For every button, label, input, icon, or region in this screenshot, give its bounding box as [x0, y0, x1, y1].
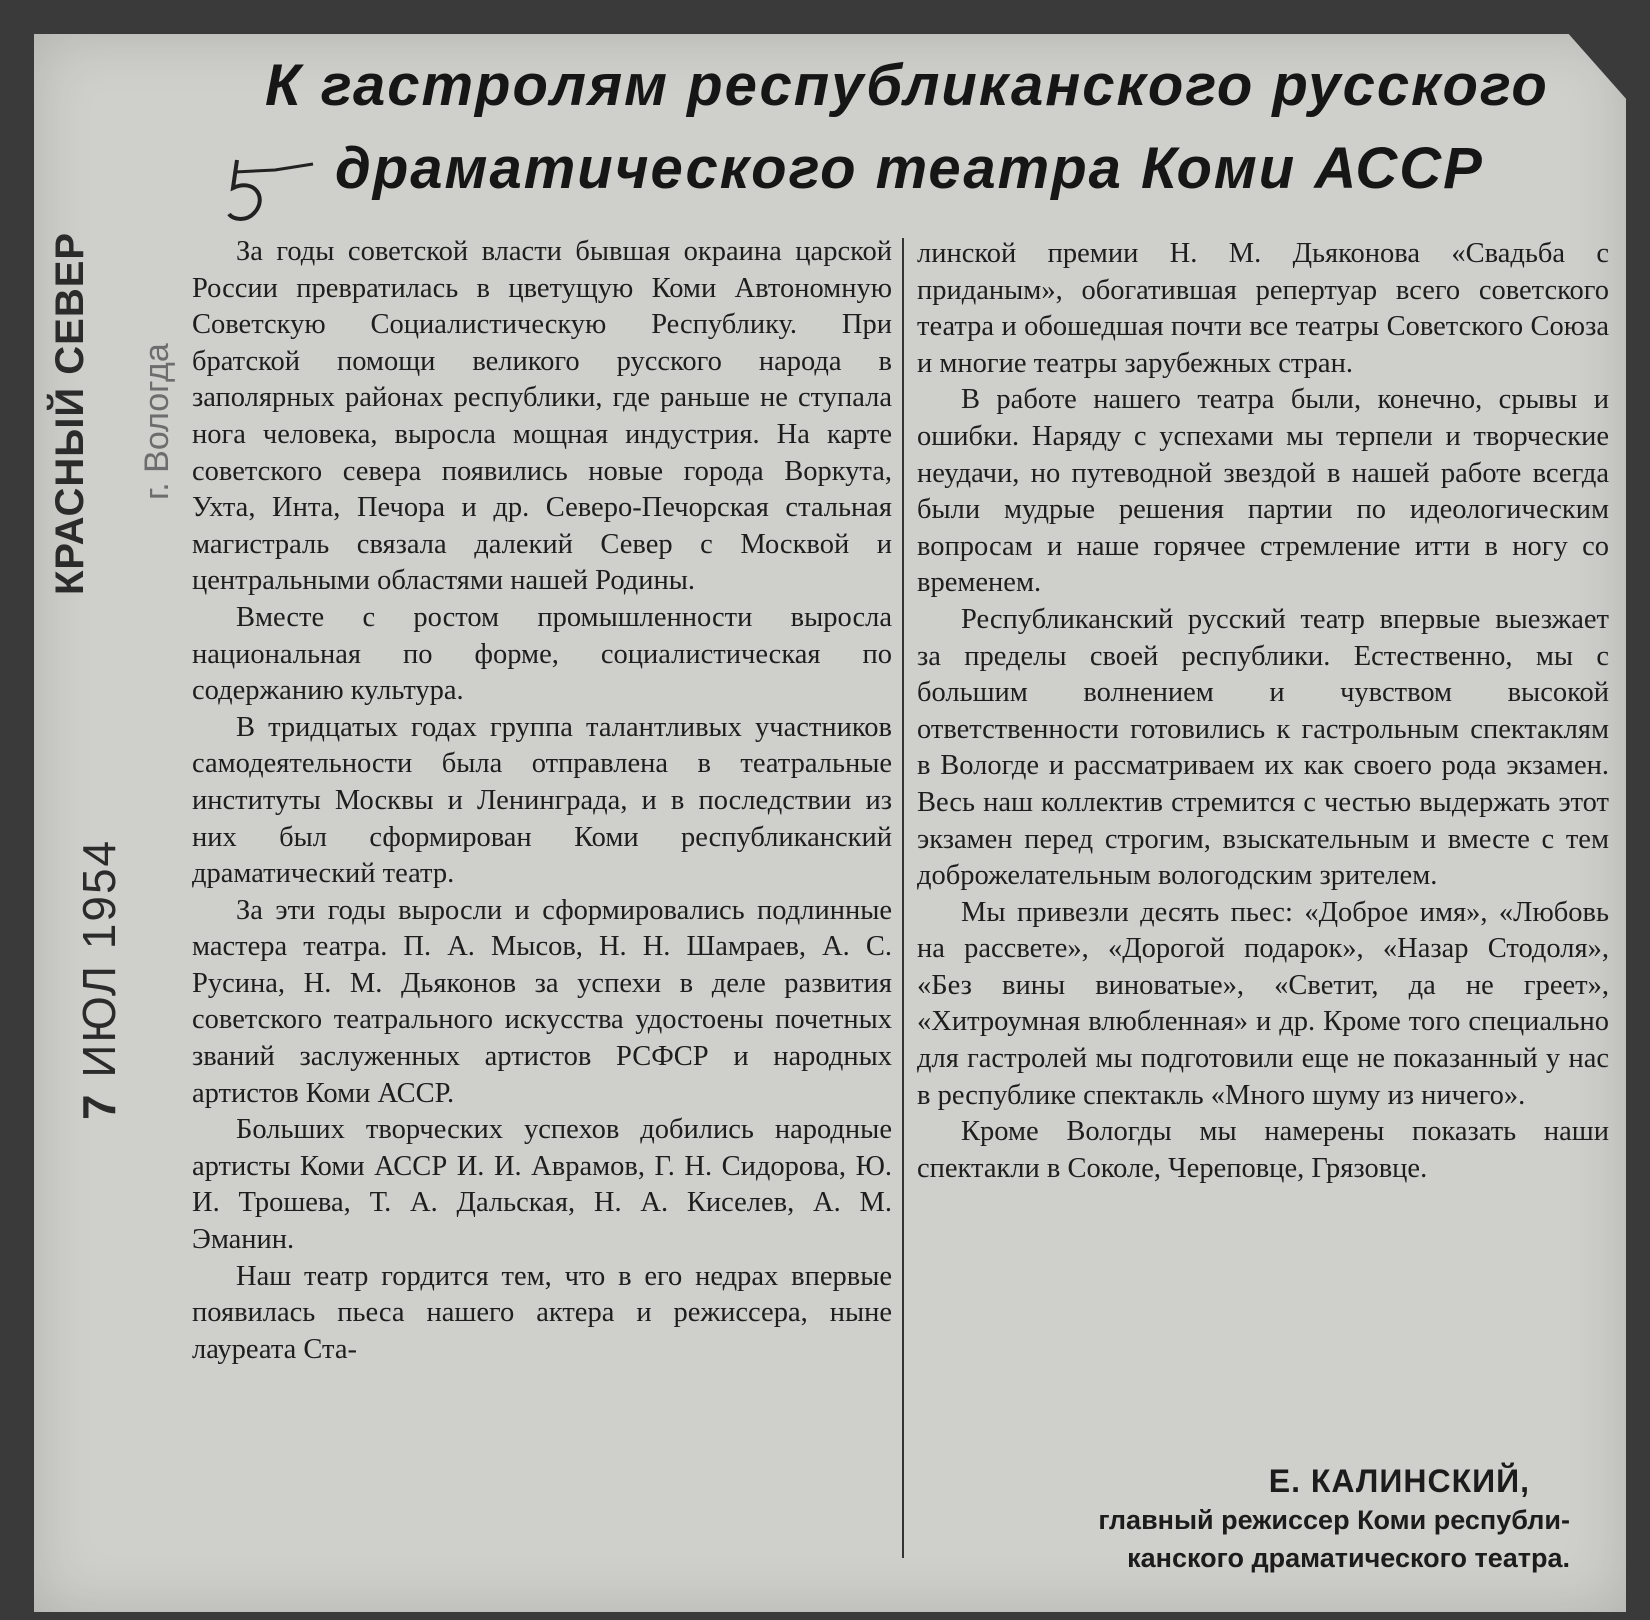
- headline-line-1: К гастролям республиканского русского: [265, 53, 1549, 118]
- paragraph: Кроме Вологды мы намерены показать наши спектакли в Соколе, Череповце, Грязовце.: [917, 1116, 1609, 1184]
- author-role-line-1: главный режиссер Коми республи-: [1098, 1505, 1570, 1535]
- author-role-line-2: канского драматического театра.: [1127, 1543, 1570, 1573]
- paragraph: Республиканский русский театр впервые выезжает за пределы своей республики. Естественно, мы с большим волнением и чувством высокой ответственности готовились к гастрольным спектаклям в Вологде и рассматриваем их как своего рода экзамен. Весь наш коллектив стремится с честью выдержать этот экзамен перед строгим, взыскательным и вместе с тем доброжелательным вологодским зрителем.: [917, 603, 1609, 892]
- paragraph-continuation: линской премии Н. М. Дьяконова «Свадьба с приданым», обогатившая репертуар всего советского театра и обошедшая почти все театры Советского Союза и многие театры зарубежных стран.: [917, 238, 1609, 379]
- stamp-month: ИЮЛ: [73, 963, 125, 1078]
- article-right-column: [917, 236, 1609, 1187]
- stamp-city: г. Вологда: [138, 343, 176, 500]
- author-name: Е. КАЛИНСКИЙ,: [1268, 1463, 1530, 1499]
- stamp-year: 1954: [73, 838, 125, 950]
- stamp-day: 7: [73, 1092, 125, 1120]
- signature-block: [1098, 1463, 1570, 1576]
- paragraph: В тридцатых годах группа талантливых участников самодеятельности была отправлена в театральные институты Москвы и Ленинграда, и в последствии из них был сформирован Коми республиканский драматический театр.: [192, 711, 892, 890]
- paragraph: Мы привезли десять пьес: «Доброе имя», «Любовь на рассвете», «Дорогой подарок», «Назар Стодоля», «Без вины виноватые», «Светит, да не греет», «Хитроумная влюбленная» и др. Кроме того специально для гастролей мы подготовили еще не показанный у нас в республике спектакль «Много шуму из ничего».: [917, 896, 1609, 1111]
- paragraph: За эти годы выросли и сформировались подлинные мастера театра. П. А. Мысов, Н. Н. Шамраев, А. С. Русина, Н. М. Дьяконов за успехи в деле развития советского театрального искусства удостоены почетных званий заслуженных артистов РСФСР и народных артистов Коми АССР.: [192, 894, 892, 1109]
- article-left-column: [192, 234, 892, 1368]
- stamp-newspaper-title: КРАСНЫЙ СЕВЕР: [48, 231, 92, 595]
- paragraph: Вместе с ростом промышленности выросла национальная по форме, социалистическая по содержанию культура.: [192, 601, 892, 707]
- paragraph: Больших творческих успехов добились народные артисты Коми АССР И. И. Аврамов, Г. Н. Сидорова, Ю. И. Трошева, Т. А. Дальская, Н. А. Киселев, А. М. Эманин.: [192, 1114, 892, 1256]
- paragraph: В работе нашего театра были, конечно, срывы и ошибки. Наряду с успехами мы терпели и творческие неудачи, но путеводной звездой в нашей работе всегда были мудрые решения партии по идеологическим вопросам и наше горячее стремление итти в ногу со временем.: [917, 384, 1609, 599]
- headline-line-2: драматического театра Коми АССР: [335, 136, 1484, 201]
- pencil-mark: [225, 150, 315, 230]
- column-divider: [902, 238, 904, 1558]
- paragraph: Наш театр гордится тем, что в его недрах впервые появилась пьеса нашего актера и режиссера, ныне лауреата Ста-: [192, 1260, 892, 1365]
- stamp-date: [72, 839, 126, 1120]
- paragraph: За годы советской власти бывшая окраина царской России превратилась в цветущую Коми Автономную Советскую Социалистическую Республику. При братской помощи великого русского народа в заполярных районах республики, где раньше не ступала нога человека, выросла мощная индустрия. На карте советского севера появились новые города Воркута, Ухта, Инта, Печора и др. Северо-Печорская стальная магистраль связала далекий Север с Москвой и центральными областями нашей Родины.: [192, 236, 892, 597]
